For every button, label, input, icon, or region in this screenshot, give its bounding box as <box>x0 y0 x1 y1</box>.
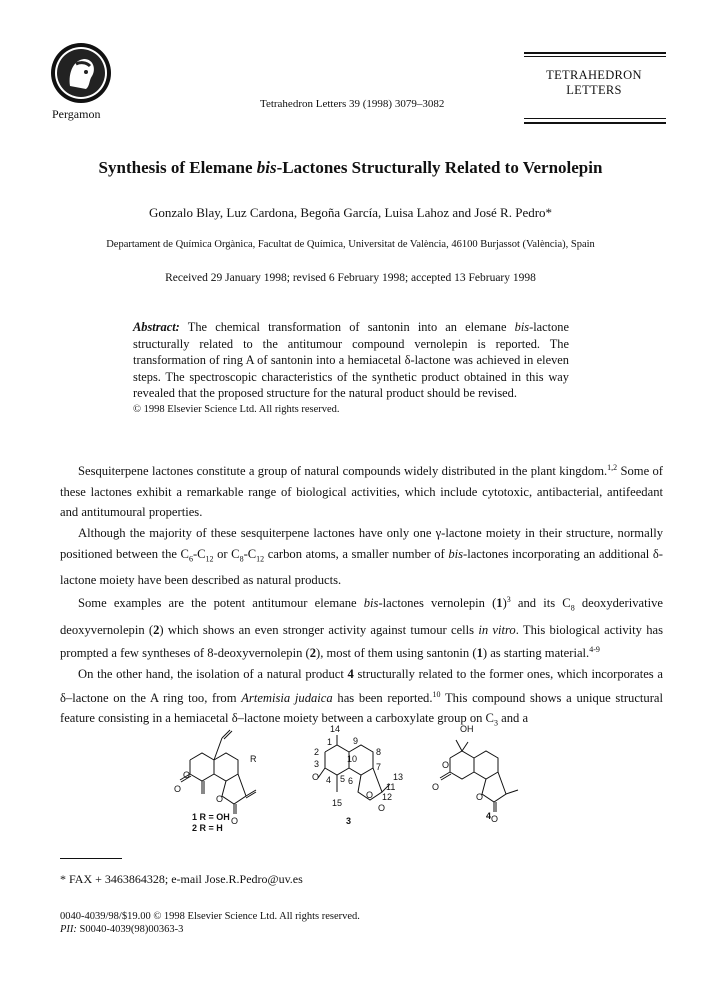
abstract-italic: bis <box>514 320 530 334</box>
title-italic: bis <box>256 158 277 177</box>
authors: Gonzalo Blay, Luz Cardona, Begoña García, Luisa Lahoz and José R. Pedro* <box>148 205 553 220</box>
journal-reference: Tetrahedron Letters 39 (1998) 3079–3082 <box>260 98 445 110</box>
affiliation: Departament de Química Orgànica, Facultat de Química, Universitat de València, 46100 Burjassot (València), Spain <box>106 239 595 250</box>
publisher-logo <box>50 42 112 104</box>
header-rule-top-thin <box>524 56 666 57</box>
title-text-2: -Lactones Structurally Related to Vernolepin <box>276 158 603 177</box>
c3-atom-2: 2 <box>314 747 320 757</box>
journal-name-line2: LETTERS <box>566 83 622 97</box>
c3-atom-11: 11 <box>386 782 396 792</box>
article-title <box>0 158 701 178</box>
c3-oxygen-2: O <box>366 790 374 800</box>
header-rule-top <box>524 52 666 54</box>
c4-hydroxyl: OH <box>460 724 474 734</box>
c1-oxygen-4: O <box>231 816 239 826</box>
compound-4-label: 4 <box>486 811 492 821</box>
abstract-text-1: The chemical transformation of santonin into an elemane <box>179 320 515 334</box>
c1-oxygen-2: O <box>174 784 182 794</box>
pii-value: S0040-4039(98)00363-3 <box>76 924 184 935</box>
abstract-text-2: -lactone structurally related to the antitumour compound vernolepin is reported. The transformation of ring A of santonin into a hemiacetal δ-lactone was achieved in eleven steps. The spectroscopic characteristics of the synthetic product obtained in this way revealed that the proposed structure for the natural product should be revised. <box>133 320 569 401</box>
c3-atom-13: 13 <box>393 772 404 782</box>
paragraph-2: Although the majority of these sesquiterpene lactones have only one γ-lactone moiety in their structure, normally positioned between the $C_6-C_{12}$ or $C_8-C_{12}$ carbon atoms, a smaller number of bis-lactones incorporating an additional δ-lactone moiety have been described as natural products. <box>60 525 663 587</box>
c1-oxygen-3: O <box>216 794 224 804</box>
c3-atom-4: 4 <box>326 775 332 785</box>
header-rule-bottom-thin <box>524 118 666 119</box>
paragraph-4: On the other hand, the isolation of a natural product 4 structurally related to the former ones, which incorporates a δ–lactone on the A ring too, from Artemisia judaica has been reported.$^{10}$ This compound shows a unique structural feature consisting in a hemiacetal δ–lactone moiety between a carboxylate group on $C_3$ and a <box>60 666 663 728</box>
c4-oxygen-1: O <box>442 760 450 770</box>
c3-atom-15: 15 <box>332 798 343 808</box>
pergamon-logo-icon <box>50 42 112 104</box>
compound-3-label: 3 <box>346 816 352 826</box>
journal-name-line1: TETRAHEDRON <box>546 68 642 82</box>
abstract <box>133 319 569 419</box>
c3-atom-1: 1 <box>327 737 333 747</box>
imprint-line-1: 0040-4039/98/$19.00 © 1998 Elsevier Science Ltd. All rights reserved. <box>60 911 360 922</box>
c3-atom-12: 12 <box>382 792 393 802</box>
c3-atom-6: 6 <box>348 776 354 786</box>
c3-atom-10: 10 <box>347 754 358 764</box>
c3-atom-8: 8 <box>376 747 382 757</box>
footnote-rule <box>60 858 122 859</box>
paragraph-1: Sesquiterpene lactones constitute a group of natural compounds widely distributed in the plant kingdom.$^{1,2}$ Some of these lactones exhibit a remarkable range of biological activities, which include cytotoxic, antibacterial, antifeedant and antitumoural properties. <box>60 463 663 520</box>
c3-atom-7: 7 <box>376 762 382 772</box>
header-rule-bottom <box>524 122 666 124</box>
abstract-label: Abstract: <box>133 320 180 334</box>
body-text <box>60 458 663 734</box>
abstract-copyright: © 1998 Elsevier Science Ltd. All rights reserved. <box>133 403 340 415</box>
c4-oxygen-3: O <box>476 792 484 802</box>
publisher-name: Pergamon <box>52 107 101 121</box>
c3-oxygen-3: O <box>378 803 386 813</box>
compound-2-label: 2 R = H <box>192 823 223 833</box>
received-dates: Received 29 January 1998; revised 6 February 1998; accepted 13 February 1998 <box>165 272 536 284</box>
compound-1-label: 1 R = OH <box>192 812 230 822</box>
c3-atom-5: 5 <box>340 774 346 784</box>
title-text-1: Synthesis of Elemane <box>98 158 257 177</box>
c3-atom-14: 14 <box>330 724 341 734</box>
c4-oxygen-2: O <box>432 782 440 792</box>
c1-oxygen-1: O <box>183 770 191 780</box>
c1-r-group: R <box>250 754 257 764</box>
chemical-structures-figure <box>150 720 570 835</box>
c3-oxygen-1: O <box>312 772 320 782</box>
footnote: * FAX + 3463864328; e-mail Jose.R.Pedro@uv.es <box>60 872 303 886</box>
imprint <box>60 910 360 936</box>
paragraph-3: Some examples are the potent antitumour elemane bis-lactones vernolepin $(1)^3$ and its $C_8$ deoxyderivative deoxyvernolepin (2) which shows an even stronger activity against tumour cells in vitro. This biological activity has prompted a few syntheses of 8-deoxyvernolepin (2), most of them using santonin (1) as starting material.$^{4-9}$ <box>60 595 664 661</box>
c3-atom-9: 9 <box>353 736 359 746</box>
c4-oxygen-4: O <box>491 814 499 824</box>
c3-atom-3: 3 <box>314 759 320 769</box>
journal-name <box>524 68 664 98</box>
imprint-line-2 <box>60 923 360 936</box>
pii-label: PII: <box>60 924 77 935</box>
